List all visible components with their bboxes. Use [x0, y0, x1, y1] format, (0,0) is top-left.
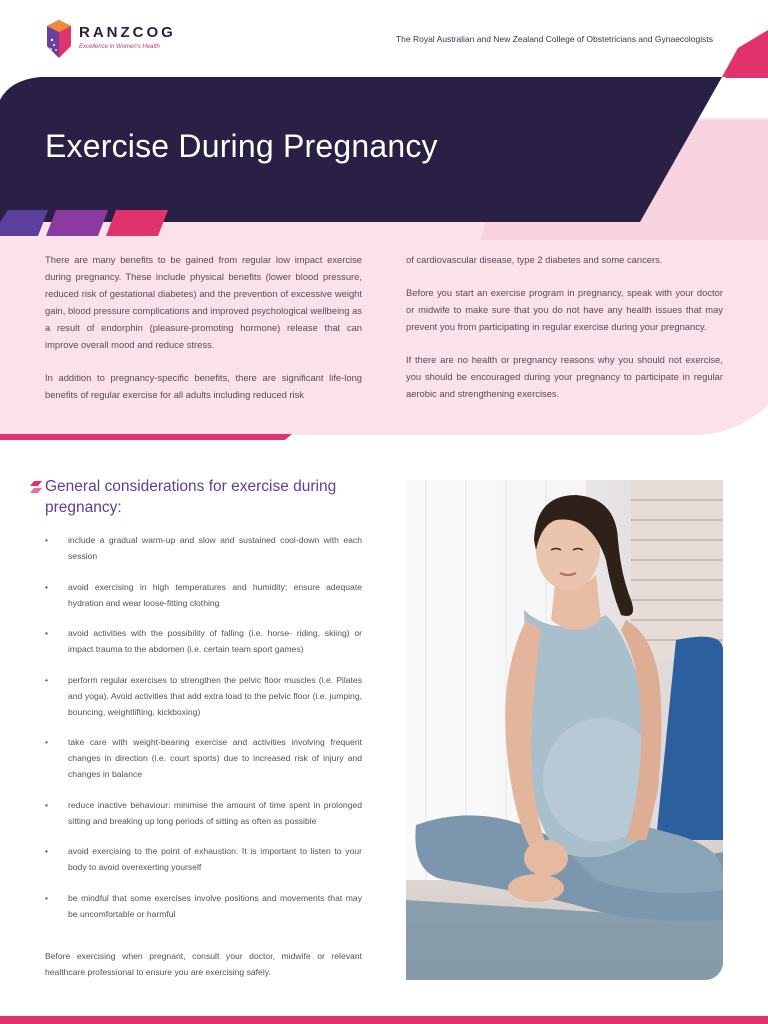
logo-tagline: Excellence in Women's Health: [79, 44, 160, 50]
intro-paragraph: If there are no health or pregnancy reasons why you should not exercise, you should be encouraged during your pregnancy to participate in regular aerobic and strengthening exercises.: [406, 354, 723, 399]
bottom-accent-bar: [0, 1016, 768, 1024]
list-item: • include a gradual warm-up and slow and sustained cool-down with each session: [45, 532, 362, 564]
list-item: • avoid activities with the possibility of falling (i.e. horse- riding, skiing) or impact trauma to the abdomen (i.e. certain team sport games): [45, 625, 362, 657]
intro-paragraph: In addition to pregnancy-specific benefits, there are significant life-long benefits of regular exercise for all adults including reduced risk: [45, 372, 362, 400]
intro-paragraph: of cardiovascular disease, type 2 diabetes and some cancers.: [406, 254, 663, 265]
bullet-icon: •: [45, 628, 49, 638]
section-heading: General considerations for exercise during pregnancy:: [45, 478, 337, 516]
intro-column-left: [45, 251, 362, 419]
section-marker-icon: [30, 481, 42, 493]
considerations-list: [45, 532, 362, 936]
list-item: • be mindful that some exercises involve positions and movements that may be uncomfortable or harmful: [45, 890, 362, 922]
list-item: • take care with weight-bearing exercise and activities involving frequent changes in direction (i.e. court sports) due to increased risk of injury and changes in balance: [45, 734, 362, 782]
list-item: • perform regular exercises to strengthen the pelvic floor muscles (i.e. Pilates and yoga). Avoid activities that add extra load to the pelvic floor (i.e. jumping, bouncing, weightlifting, kickboxing): [45, 672, 362, 720]
bullet-icon: •: [45, 892, 49, 903]
bullet-icon: •: [45, 846, 49, 856]
bullet-icon: •: [45, 581, 49, 592]
intro-column-right: [406, 251, 723, 418]
bullet-icon: •: [45, 674, 49, 685]
list-item: • avoid exercising in high temperatures and humidity; ensure adequate hydration and wear loose-fitting clothing: [45, 579, 362, 611]
logo-wordmark: RANZCOG: [79, 24, 176, 41]
college-name: The Royal Australian and New Zealand College of Obstetricians and Gynaecologists: [395, 34, 713, 44]
list-item: • avoid exercising to the point of exhaustion. It is important to listen to your body to avoid overexerting yourself: [45, 843, 362, 875]
bullet-icon: •: [45, 737, 49, 747]
page-title: Exercise During Pregnancy: [45, 128, 438, 164]
bullet-icon: •: [45, 535, 49, 545]
intro-paragraph: Before you start an exercise program in pregnancy, speak with your doctor or midwife to make sure that you do not have any health issues that may prevent you from participating in regular exercise during your pregnancy.: [406, 287, 723, 332]
closing-note: Before exercising when pregnant, consult your doctor, midwife or relevant healthcare professional to ensure you are exercising safely.: [45, 951, 362, 977]
pregnant-woman-yoga-photo: [406, 480, 723, 980]
intro-paragraph: There are many benefits to be gained from regular low impact exercise during pregnancy. These include physical benefits (lower blood pressure, reduced risk of gestational diabetes) and the prevention of excessive weight gain, blood pressure complications and improved psychological wellbeing as a result of endorphin (pleasure-promoting hormone) release that can improve overall mood and reduce stress.: [45, 254, 362, 350]
bullet-icon: •: [45, 799, 49, 810]
list-item: • reduce inactive behaviour: minimise the amount of time spent in prolonged sitting and breaking up long periods of sitting as often as possible: [45, 797, 362, 829]
